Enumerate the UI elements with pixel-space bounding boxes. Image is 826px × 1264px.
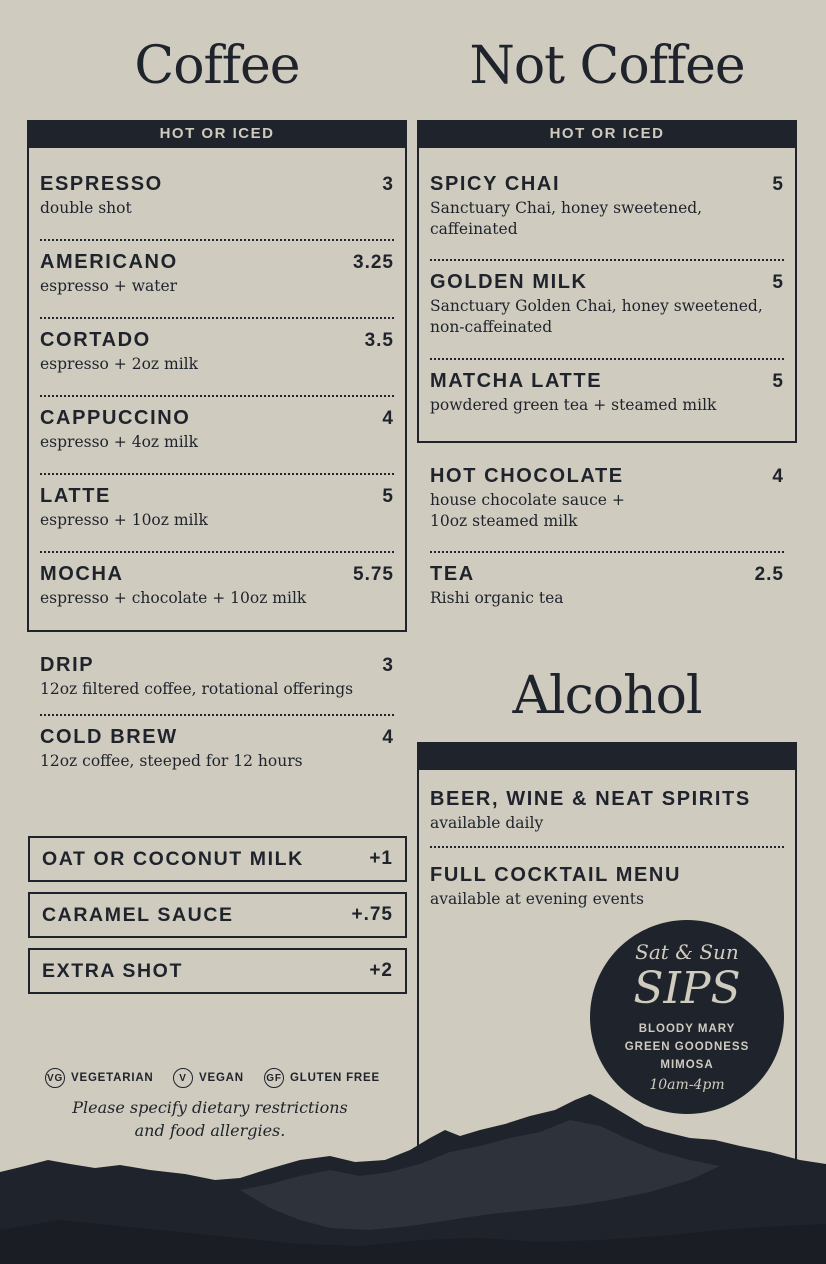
addon-price: +2 bbox=[369, 960, 393, 981]
alcohol-bar bbox=[417, 742, 797, 770]
item-name: DRIP bbox=[40, 654, 95, 676]
divider bbox=[430, 846, 784, 848]
item-name: AMERICANO bbox=[40, 251, 178, 273]
addon-name: EXTRA SHOT bbox=[42, 959, 183, 982]
legend-label: GLUTEN FREE bbox=[290, 1072, 380, 1084]
item-desc: available at evening events bbox=[430, 890, 644, 908]
sips-days: Sat & Sun bbox=[635, 940, 739, 964]
item-desc-line: house chocolate sauce + bbox=[430, 491, 625, 509]
gluten-free-icon: GF bbox=[264, 1068, 284, 1088]
legend-label: VEGAN bbox=[199, 1072, 244, 1084]
divider bbox=[430, 551, 784, 553]
sips-title: SIPS bbox=[633, 963, 741, 1014]
item-desc: available daily bbox=[430, 814, 544, 832]
addon-price: +.75 bbox=[351, 904, 393, 925]
item-name: CORTADO bbox=[40, 329, 151, 351]
menu-item-mocha bbox=[40, 563, 394, 609]
divider bbox=[40, 714, 394, 716]
item-desc: 12oz filtered coffee, rotational offerings bbox=[40, 680, 354, 698]
item-price: 5 bbox=[772, 174, 784, 195]
menu-item-cortado bbox=[40, 329, 394, 375]
item-name: BEER, WINE & NEAT SPIRITS bbox=[430, 788, 751, 810]
menu-item-espresso bbox=[40, 173, 394, 219]
item-name: CAPPUCCINO bbox=[40, 407, 191, 429]
sips-drink: BLOODY MARY bbox=[638, 1023, 736, 1035]
menu-item-hot-chocolate bbox=[430, 465, 784, 532]
item-desc: espresso + chocolate + 10oz milk bbox=[40, 589, 307, 607]
item-desc bbox=[430, 198, 784, 240]
item-price: 5 bbox=[772, 272, 784, 293]
item-desc: 12oz coffee, steeped for 12 hours bbox=[40, 752, 303, 770]
divider bbox=[40, 395, 394, 397]
item-name: LATTE bbox=[40, 485, 111, 507]
item-name: GOLDEN MILK bbox=[430, 271, 588, 293]
coffee-hot-iced-bar: HOT OR ICED bbox=[27, 120, 407, 148]
vegetarian-icon: VG bbox=[45, 1068, 65, 1088]
item-price: 4 bbox=[772, 466, 784, 487]
menu-item-spicy-chai bbox=[430, 173, 784, 240]
item-name: SPICY CHAI bbox=[430, 173, 561, 195]
item-desc: espresso + 10oz milk bbox=[40, 511, 208, 529]
item-desc-line: non-caffeinated bbox=[430, 318, 553, 336]
item-desc-line: caffeinated bbox=[430, 220, 518, 238]
menu-item-tea bbox=[430, 563, 784, 609]
item-price: 3.5 bbox=[364, 330, 394, 351]
dietary-note-line: Please specify dietary restrictions bbox=[72, 1098, 348, 1117]
menu-item-cold-brew bbox=[40, 726, 394, 772]
legend-label: VEGETARIAN bbox=[71, 1072, 154, 1084]
item-desc: Rishi organic tea bbox=[430, 589, 564, 607]
item-desc: espresso + 4oz milk bbox=[40, 433, 199, 451]
menu-item-cappuccino bbox=[40, 407, 394, 453]
item-price: 4 bbox=[382, 727, 394, 748]
sips-hours: 10am-4pm bbox=[649, 1077, 725, 1093]
addon-price: +1 bbox=[369, 848, 393, 869]
divider bbox=[40, 317, 394, 319]
menu-item-beer-wine-spirits bbox=[430, 788, 784, 834]
item-desc: espresso + 2oz milk bbox=[40, 355, 199, 373]
item-desc-line: Sanctuary Golden Chai, honey sweetened, bbox=[430, 297, 763, 315]
not-coffee-title: Not Coffee bbox=[469, 36, 745, 96]
item-price: 5 bbox=[382, 486, 394, 507]
not-coffee-hot-iced-bar: HOT OR ICED bbox=[417, 120, 797, 148]
menu-item-americano bbox=[40, 251, 394, 297]
menu-item-drip bbox=[40, 654, 394, 700]
dietary-note-line: and food allergies. bbox=[134, 1121, 286, 1140]
coffee-title: Coffee bbox=[134, 36, 300, 96]
mountain-silhouette-icon bbox=[0, 1080, 826, 1264]
divider bbox=[40, 551, 394, 553]
item-desc: powdered green tea + steamed milk bbox=[430, 396, 717, 414]
sips-drink: MIMOSA bbox=[660, 1059, 714, 1071]
addon-oat-coconut-milk bbox=[28, 836, 407, 882]
item-name: FULL COCKTAIL MENU bbox=[430, 864, 682, 886]
item-desc-line: Sanctuary Chai, honey sweetened, bbox=[430, 199, 703, 217]
item-name: HOT CHOCOLATE bbox=[430, 465, 624, 487]
sips-drinks bbox=[590, 1020, 784, 1074]
item-price: 5.75 bbox=[353, 564, 394, 585]
item-price: 4 bbox=[382, 408, 394, 429]
item-name: ESPRESSO bbox=[40, 173, 163, 195]
addon-name: CARAMEL SAUCE bbox=[42, 903, 234, 926]
item-price: 3.25 bbox=[353, 252, 394, 273]
item-desc bbox=[430, 296, 784, 338]
menu-item-golden-milk bbox=[430, 271, 784, 338]
item-name: MOCHA bbox=[40, 563, 124, 585]
addon-caramel-sauce bbox=[28, 892, 407, 938]
item-name: MATCHA LATTE bbox=[430, 370, 603, 392]
item-name: TEA bbox=[430, 563, 475, 585]
menu-item-full-cocktail-menu bbox=[430, 864, 784, 910]
divider bbox=[430, 259, 784, 261]
addon-extra-shot bbox=[28, 948, 407, 994]
addon-name: OAT OR COCONUT MILK bbox=[42, 847, 304, 870]
item-price: 3 bbox=[382, 655, 394, 676]
menu-item-latte bbox=[40, 485, 394, 531]
menu-item-matcha-latte bbox=[430, 370, 784, 416]
item-name: COLD BREW bbox=[40, 726, 178, 748]
item-desc: espresso + water bbox=[40, 277, 178, 295]
item-desc: double shot bbox=[40, 199, 132, 217]
divider bbox=[430, 358, 784, 360]
vegan-icon: V bbox=[173, 1068, 193, 1088]
item-price: 5 bbox=[772, 371, 784, 392]
sips-drink: GREEN GOODNESS bbox=[624, 1041, 750, 1053]
item-desc-line: 10oz steamed milk bbox=[430, 512, 578, 530]
item-price: 2.5 bbox=[754, 564, 784, 585]
item-price: 3 bbox=[382, 174, 394, 195]
alcohol-title: Alcohol bbox=[512, 666, 702, 726]
divider bbox=[40, 473, 394, 475]
item-desc bbox=[430, 490, 784, 532]
divider bbox=[40, 239, 394, 241]
